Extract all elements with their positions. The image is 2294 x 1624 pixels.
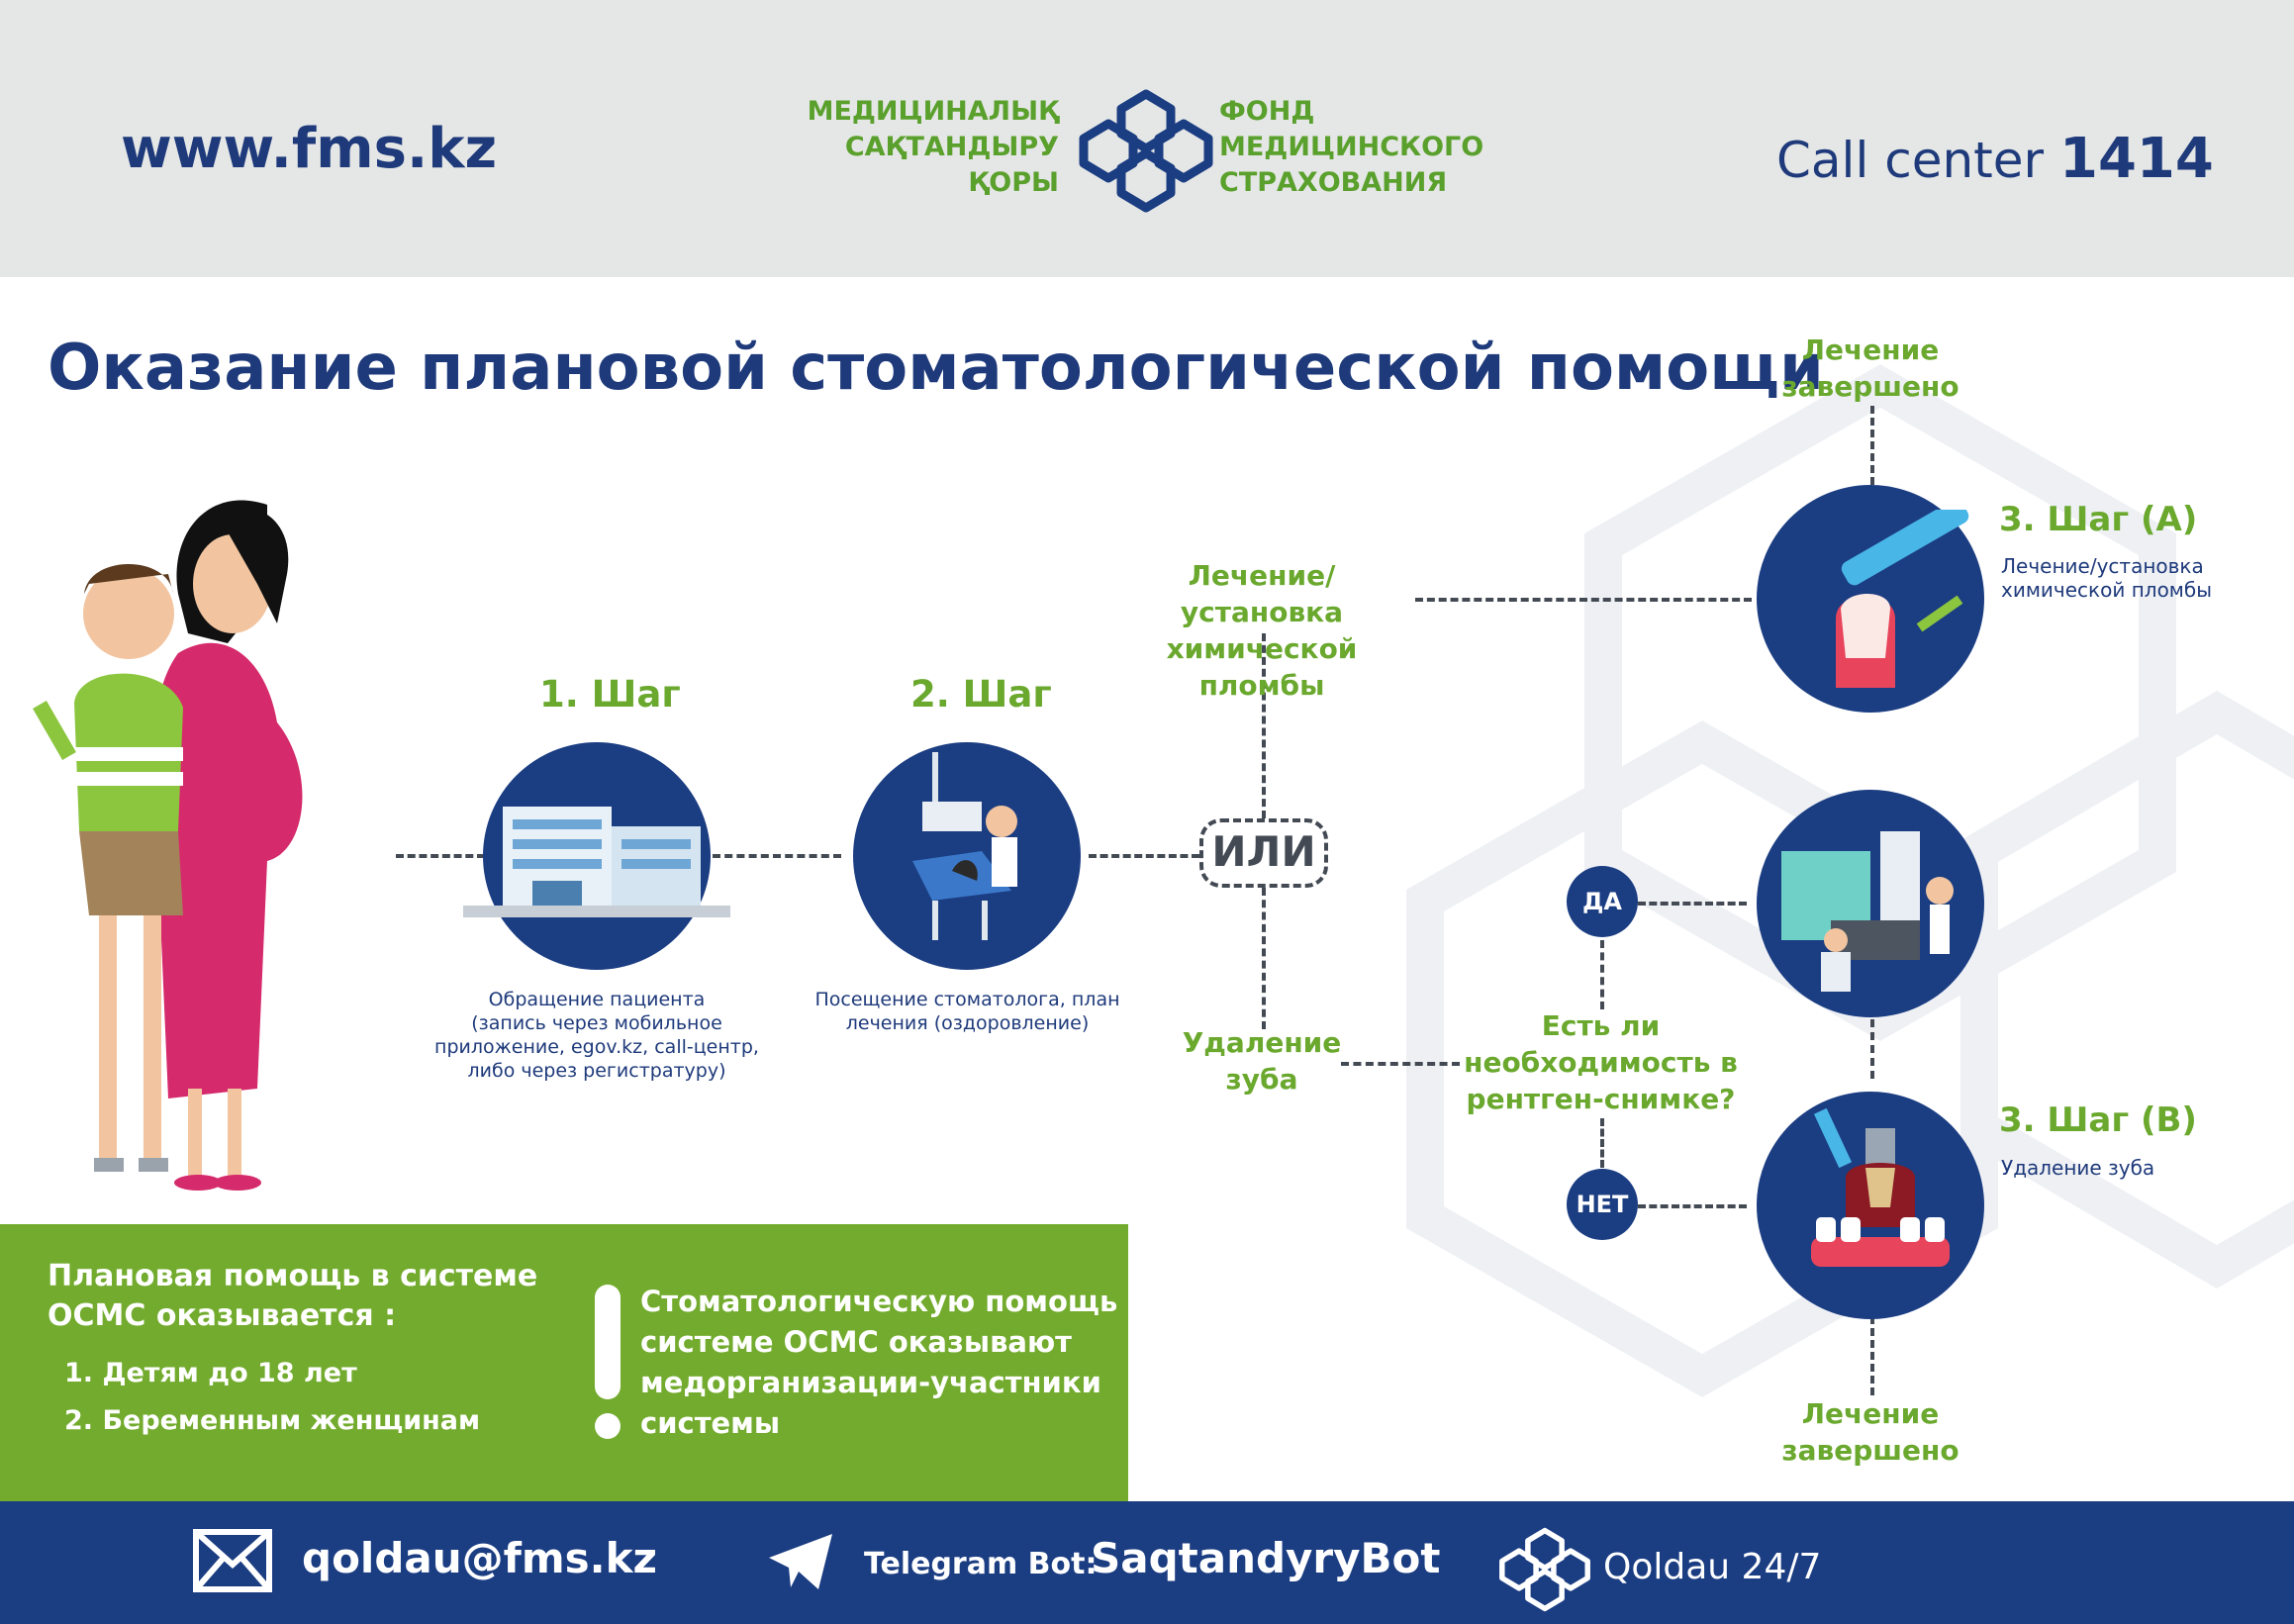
step3b-description: Удаление зуба [2001, 1156, 2155, 1180]
connector-extract-question [1341, 1062, 1460, 1066]
info-exclamation-dot [595, 1413, 621, 1439]
connector-no-step3b [1638, 1204, 1747, 1208]
dental-drill-icon [1796, 510, 1974, 698]
connector-top-step3a [1415, 598, 1752, 602]
telegram-bot-link[interactable]: SaqtandyryBot [1091, 1534, 1441, 1582]
info-exclamation-bar [595, 1285, 621, 1399]
connector-question-yes [1600, 940, 1604, 1009]
logo-text-kz: МЕДИЦИНАЛЫҚ САҚТАНДЫРУ ҚОРЫ [807, 96, 1059, 198]
step2-title: 2. Шаг [910, 673, 1052, 716]
or-label: ИЛИ [1199, 818, 1328, 888]
email-link[interactable]: qoldau@fms.kz [302, 1534, 657, 1582]
step3a-description: Лечение/установка химической пломбы [2001, 554, 2213, 602]
dentist-chair-icon [893, 752, 1051, 940]
snowflake-logo-icon [1077, 84, 1215, 218]
step3b-title: 3. Шаг (В) [1999, 1100, 2197, 1140]
yes-badge: ДА [1567, 866, 1638, 937]
info-left-item-2: 2. Беременным женщинам [64, 1405, 481, 1436]
call-center-number[interactable]: 1414 [2059, 127, 2214, 191]
step3a-title: 3. Шаг (А) [1999, 500, 2198, 539]
connector-step2-or [1089, 854, 1199, 858]
telegram-plane-icon [767, 1532, 834, 1591]
logo-text-ru: ФОНД МЕДИЦИНСКОГО СТРАХОВАНИЯ [1219, 96, 1484, 198]
xray-room-icon [1781, 812, 1969, 1000]
snowflake-logo-icon [1497, 1520, 1592, 1619]
clinic-building-icon [463, 792, 730, 920]
xray-question: Есть ли необходимость в рентген-снимке? [1464, 1009, 1738, 1115]
step1-title: 1. Шаг [539, 673, 681, 716]
info-right-text: Стоматологическую помощь в системе ОСМС оказывают медорганизации-участники системы [640, 1285, 1146, 1440]
connector-question-no [1600, 1118, 1604, 1168]
connector-yes-xray [1638, 902, 1747, 906]
step2-description: Посещение стоматолога, план лечения (оздоровление) [814, 989, 1120, 1034]
done-top-label: Лечение завершено [1781, 334, 1959, 403]
no-badge: НЕТ [1567, 1169, 1638, 1240]
connector-xray-step3b [1870, 1019, 1874, 1079]
info-left-item-1: 1. Детям до 18 лет [64, 1358, 357, 1388]
qoldau-label[interactable]: Qoldau 24/7 [1603, 1547, 1822, 1587]
envelope-icon [193, 1529, 272, 1592]
site-link[interactable]: www.fms.kz [121, 117, 498, 181]
connector-step3a-done [1870, 406, 1874, 485]
branch-extraction-label: Удаление зуба [1182, 1026, 1342, 1096]
telegram-label: Telegram Bot: [864, 1547, 1098, 1581]
patients-illustration [20, 475, 416, 1197]
connector-step1-step2 [713, 854, 841, 858]
branch-filling-label: Лечение/установка химической пломбы [1166, 559, 1358, 702]
call-center-label: Call center [1776, 132, 2045, 189]
step1-description: Обращение пациента (запись через мобильное приложение, egov.kz, call-центр, либо через регистратуру) [434, 989, 759, 1082]
done-bottom-label: Лечение завершено [1781, 1397, 1959, 1467]
connector-or-bottom [1262, 888, 1266, 1029]
page-title: Оказание плановой стоматологической помощи [48, 332, 1824, 405]
info-left-title: Плановая помощь в системе ОСМС оказывается : [48, 1259, 538, 1333]
connector-step3b-done [1870, 1316, 1874, 1395]
tooth-extraction-icon [1786, 1108, 1964, 1296]
call-center[interactable] [1776, 127, 2214, 191]
